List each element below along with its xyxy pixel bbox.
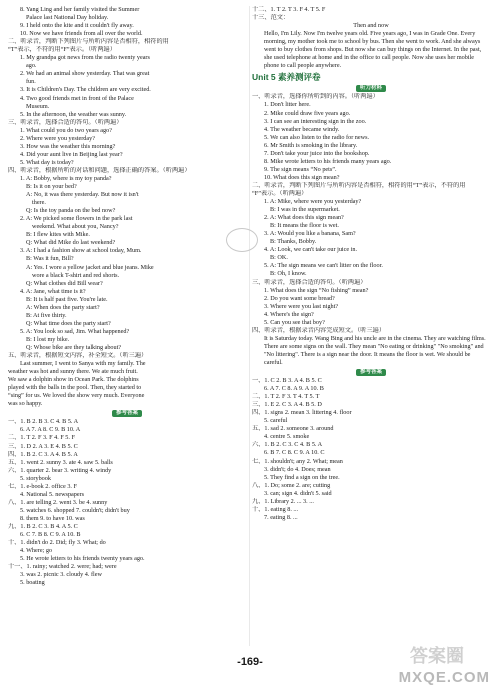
page-number: -169- [237, 656, 263, 668]
text-line: Q: What clothes did Bill wear? [26, 279, 103, 287]
text-line: 5. In the afternoon, the weather was sunny. [20, 110, 127, 118]
text-line: B: It is half past five. You're late. [26, 295, 108, 303]
text-line: 4. A: Jane, what time is it? [20, 287, 86, 295]
text-line: 3. was 2. picnic 3. cloudy 4. flew [20, 571, 102, 579]
text-line: 7. Don't take your juice into the bookshop. [264, 149, 370, 157]
text-line: 5. watches 6. shopped 7. couldn't; didn't buy [20, 506, 130, 514]
text-line: Museum. [26, 102, 50, 110]
text-line: Last summer, I went to Sanya with my family. The [20, 360, 146, 368]
text-line: 二、1. T 2. F 3. F 4. F 5. F [8, 434, 75, 442]
text-line: Q: Is the toy panda on the bed now? [26, 207, 116, 215]
text-line: 八、1. are telling 2. went 3. be 4. sunny [8, 498, 108, 506]
cinema-passage: It is Saturday today. Wang Bing and his uncle are in the cinema. They are watching films. There are some signs on the wall. They mean "No eating or drinking" "No smoking" and "No littering". There is a sign near the door. It means the floor is wet. We should be careful. [264, 334, 486, 366]
text-line: 2. A: We picked some flowers in the park last [20, 215, 133, 223]
text-line: 1. My grandpa got news from the radio twenty years [20, 54, 150, 62]
text-line: 一、1. C 2. B 3. A 4. B 5. C [252, 377, 322, 385]
text-line: 2. Mike could draw five years ago. [264, 109, 351, 117]
text-line: 三、听录音，选择合适的答句。（听两遍） [8, 118, 123, 126]
text-line: 四、1. B 2. C 3. A 4. B 5. A [8, 450, 78, 458]
text-line: 九、1. Library 2. ... 3. ... [252, 497, 314, 505]
text-line: 1. A: Bobby, where is my toy panda? [20, 174, 112, 182]
unit-title: Unit 5 素养测评卷 [252, 72, 321, 83]
text-line: 二、听录音，判断下列图片与所听内容是否相符，相符的用“T”表示，不符的用 [252, 181, 466, 189]
stamp-seal [226, 228, 258, 252]
text-line: ago. [26, 62, 37, 70]
text-line: 4. centre 5. smoke [264, 433, 310, 441]
text-line: “T”表示，不符的用“F”表示。（听两遍） [8, 46, 116, 54]
text-line: 1. What could you do two years ago? [20, 126, 112, 134]
text-line: 4. Where; go [20, 547, 53, 555]
text-line: 4. Where's the sign? [264, 310, 314, 318]
text-line: Q: What time does the party start? [26, 319, 111, 327]
text-line: B: OK. [270, 254, 288, 262]
text-line: 十一、1. rainy; watched 2. were; had; were [8, 563, 117, 571]
text-line: 6. B 7. C 8. C 9. A 10. C [264, 449, 325, 457]
text-line: Palace last National Day holiday. [26, 14, 109, 22]
watermark-url: MXQE.COM [398, 669, 490, 686]
text-line: 1. What does the sign “No fishing” mean? [264, 286, 369, 294]
text-line: “sing” for us. We loved the show very much. Everyone [8, 392, 145, 400]
text-line: played with the balls in the pool. Then, they started to [8, 384, 142, 392]
text-line: 3. It is Children's Day. The children are very excited. [20, 86, 151, 94]
left-listening-material [8, 6, 246, 408]
text-line: 四、听录音，根据录音内容完成短文。（听三遍） [252, 326, 386, 334]
text-line: 1. Don't litter here. [264, 101, 311, 109]
text-line: 5. What day is today? [20, 158, 74, 166]
text-line: 七、1. e-book 2. office 3. F [8, 482, 77, 490]
left-answer-key [8, 418, 246, 587]
right-answers-continued [252, 6, 490, 22]
text-line: 十三、范文： [252, 14, 290, 22]
text-line: 九、1. B 2. C 3. B 4. A 5. C [8, 523, 78, 530]
text-line: 3. A: Would you like a banana, Sam? [264, 230, 356, 238]
text-line: B: At five thirty. [26, 311, 67, 319]
text-line: 四、听录音，根据所听的对话和问题，选择正确的答案。（听两遍） [8, 166, 191, 174]
text-line: 6. C 7. B 8. C 9. A 10. B [20, 531, 81, 539]
text-line: 5. A: You look so sad, Jim. What happened? [20, 327, 130, 335]
text-line: A: When does the party start? [26, 303, 100, 311]
text-line: 4. Did your aunt live in Beijing last year? [20, 150, 123, 158]
text-line: 二、1. T 2. F 3. T 4. T 5. T [252, 393, 320, 401]
text-line: there. [32, 199, 46, 207]
text-line: B: It means the floor is wet. [270, 222, 339, 230]
text-line: 3. can; sign 4. didn't 5. said [264, 489, 332, 497]
column-divider [249, 6, 250, 646]
text-line: 8. them 9. to have 10. was [20, 514, 85, 522]
text-line: 一、1. B 2. B 3. C 4. B 5. A [8, 418, 79, 426]
text-line: 2. We had an animal show yesterday. That was great [20, 70, 150, 78]
watermark-logo: 答案圈 [410, 646, 464, 667]
text-line: 8. Yang Ling and her family visited the Summer [20, 6, 140, 13]
text-line: 5. A: The sign means we can't litter on the floor. [264, 262, 383, 270]
text-line: 5. careful [264, 417, 288, 425]
text-line: 5. boating [20, 579, 45, 587]
text-line: 5. They find a sign on the tree. [264, 473, 340, 481]
text-line: 六、1. B 2. C 3. C 4. B 5. A [252, 441, 323, 449]
text-line: fun. [26, 78, 36, 86]
text-line: 一、听录音，选择你所听到的内容。（听两遍） [252, 93, 379, 101]
text-line: weather was hot and sunny there. We ate much fruit. [8, 368, 138, 376]
text-line: 10. What does this sign mean? [264, 173, 340, 181]
essay-title: Then and now [353, 22, 389, 30]
text-line: 三、1. E 2. C 3. A 4. B 5. D [252, 401, 322, 409]
answer-key-tag-right: 参考答案 [356, 369, 386, 376]
text-line: Q: What did Mike do last weekend? [26, 239, 116, 247]
text-line: 2. A: What does this sign mean? [264, 214, 344, 222]
text-line: 二、听录音，判断下列图片与所听内容是否相符，相符的用 [8, 38, 169, 46]
text-line: 五、1. went 2. sunny 3. ate 4. saw 5. balls [8, 458, 113, 466]
text-line: 5. He wrote letters to his friends twenty years ago. [20, 555, 145, 563]
essay-text: Hello, I'm Lily. Now I'm twelve years old. Five years ago, I was in Grade One. Every morning, my mother took me to school by bus. Then she went to work. And she always went to buy clothes from shops. But now she can buy things on the Internet. In the past, she used telephone at home and in the office to call people. Now she uses her mobile phone to call people anywhere. [264, 30, 482, 70]
text-line: 5. storybook [20, 474, 51, 482]
text-line: 4. National 5. newspapers [20, 490, 85, 498]
text-line: 3. Where were you last night? [264, 302, 339, 310]
text-line: 4. A: Look, we can't take our juice in. [264, 246, 358, 254]
text-line: 五、听录音，根据短文内容，补全短文。（听三遍） [8, 352, 148, 360]
text-line: B: Was it fun, Bill? [26, 255, 74, 263]
text-line: 2. Where were you yesterday? [20, 134, 95, 142]
text-line: 五、1. sad 2. someone 3. around [252, 425, 334, 433]
text-line: 十、1. didn't do 2. Did; fly 3. What; do [8, 539, 106, 547]
right-listening-material [252, 93, 490, 334]
text-line: 3. didn't; do 4. Does; mean [264, 465, 331, 473]
text-line: B: I was in the supermarket. [270, 206, 340, 214]
text-line: 十二、1. T 2. T 3. F 4. T 5. F [252, 6, 326, 13]
text-line: 6. Mr Smith is smoking in the library. [264, 141, 358, 149]
text-line: weekend. What about you, Nancy? [32, 223, 119, 231]
text-line: 7. eating 8. ... [264, 513, 298, 521]
text-line: wore a black T-shirt and red shorts. [32, 271, 120, 279]
text-line: 6. A 7. A 8. C 9. B 10. A [20, 426, 81, 434]
text-line: 10. Now we have friends from all over the world. [20, 30, 143, 38]
text-line: 4. Two good friends met in front of the Palace [20, 94, 134, 102]
text-line: 3. A: I had a fashion show at school today, Mum. [20, 247, 142, 255]
text-line: 6. A 7. C 8. A 9. A 10. B [264, 385, 324, 393]
text-line: A: No, it was there yesterday. But now it isn't [26, 191, 139, 199]
text-line: “F”表示。（听两遍） [252, 189, 308, 197]
text-line: B: Is it on your bed? [26, 183, 77, 191]
text-line: 六、1. quarter 2. bear 3. writing 4. windy [8, 466, 112, 474]
text-line: 四、1. signs 2. mean 3. littering 4. floor [252, 409, 352, 417]
text-line: 十、1. eating 8. ... [252, 505, 299, 513]
answer-key-tag: 参考答案 [112, 410, 142, 417]
text-line: 4. The weather became windy. [264, 125, 340, 133]
text-line: 七、1. shouldn't; any 2. What; mean [252, 457, 343, 465]
text-line: B: I flew kites with Mike. [26, 231, 90, 239]
text-line: B: Oh, I know. [270, 270, 307, 278]
text-line: 9. I held onto the kite and it couldn't fly away. [20, 22, 134, 30]
text-line: was so happy. [8, 400, 43, 408]
listening-material-tag: 听力材料 [356, 85, 386, 92]
text-line: 5. Can you see that boy? [264, 318, 325, 326]
text-line: Q: Whose bike are they talking about? [26, 343, 122, 351]
text-line: 三、听录音，选择合适的答句。（听两遍） [252, 278, 367, 286]
text-line: 3. How was the weather this morning? [20, 142, 116, 150]
text-line: 三、1. D 2. A 3. E 4. B 5. C [8, 442, 78, 450]
text-line: 5. We can also listen to the radio for news. [264, 133, 370, 141]
text-line: A: Yes. I wore a yellow jacket and blue jeans. Mike [26, 263, 154, 271]
right-answer-key [252, 377, 490, 522]
right-column [252, 6, 490, 522]
text-line: 3. I can see an interesting sign in the zoo. [264, 117, 367, 125]
text-line: 1. A: Mike, where were you yesterday? [264, 198, 362, 206]
text-line: B: I lost my bike. [26, 335, 70, 343]
text-line: 2. Do you want some bread? [264, 294, 335, 302]
text-line: 8. Mike wrote letters to his friends many years ago. [264, 157, 392, 165]
text-line: 9. The sign means “No pets”. [264, 165, 337, 173]
text-line: We saw a dolphin show in Ocean Park. The dolphins [8, 376, 139, 384]
text-line: B: Thanks, Bobby. [270, 238, 317, 246]
text-line: 八、1. Do; some 2. are; cutting [252, 481, 331, 489]
left-column [8, 6, 246, 587]
